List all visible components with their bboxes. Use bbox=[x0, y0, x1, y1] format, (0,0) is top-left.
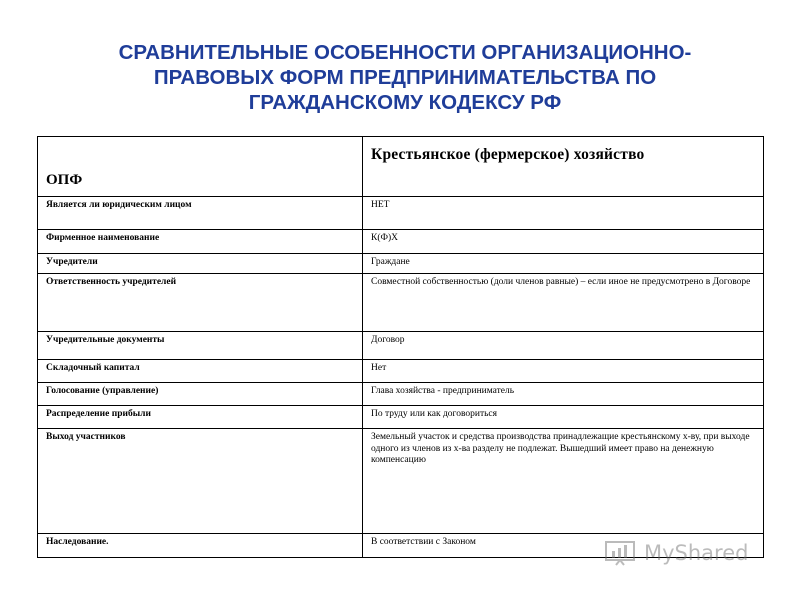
watermark-text: MyShared bbox=[644, 541, 749, 565]
row-label: Ответственность учредителей bbox=[38, 274, 363, 332]
row-label: Является ли юридическим лицом bbox=[38, 197, 363, 230]
row-value: Совместной собственностью (доли членов равные) – если иное не предусмотрено в Договоре bbox=[363, 274, 764, 332]
row-value: Граждане bbox=[363, 254, 764, 274]
comparison-table bbox=[37, 136, 764, 558]
row-value: Земельный участок и средства производства принадлежащие крестьянскому х-ву, при выходе одного из членов из х-ва разделу не подлежат. Вышедший имеет право на денежную компенсацию bbox=[363, 429, 764, 534]
row-value: Глава хозяйства - предприниматель bbox=[363, 383, 764, 406]
row-value: Нет bbox=[363, 360, 764, 383]
table-row bbox=[38, 230, 764, 254]
table-row bbox=[38, 383, 764, 406]
row-value: В соответствии с Законом bbox=[363, 534, 764, 558]
row-value: По труду или как договориться bbox=[363, 406, 764, 429]
table-row bbox=[38, 360, 764, 383]
presentation-chart-icon bbox=[604, 540, 640, 566]
table-row bbox=[38, 429, 764, 534]
table-row bbox=[38, 274, 764, 332]
row-label: Распределение прибыли bbox=[38, 406, 363, 429]
table-row bbox=[38, 406, 764, 429]
row-label: Учредительные документы bbox=[38, 332, 363, 360]
row-label: Складочный капитал bbox=[38, 360, 363, 383]
table-row bbox=[38, 197, 764, 230]
page-title bbox=[60, 40, 750, 115]
title-line-2: ПРАВОВЫХ ФОРМ ПРЕДПРИНИМАТЕЛЬСТВА ПО bbox=[153, 66, 657, 89]
row-value: Договор bbox=[363, 332, 764, 360]
title-line-3: ГРАЖДАНСКОМУ КОДЕКСУ РФ bbox=[248, 91, 562, 114]
row-value: НЕТ bbox=[363, 197, 764, 230]
table-row bbox=[38, 254, 764, 274]
row-value: К(Ф)Х bbox=[363, 230, 764, 254]
row-label: Учредители bbox=[38, 254, 363, 274]
row-label: Выход участников bbox=[38, 429, 363, 534]
row-label: Наследование. bbox=[38, 534, 363, 558]
header-cell-kfh: Крестьянское (фермерское) хозяйство bbox=[363, 137, 764, 197]
table-header-row bbox=[38, 137, 764, 197]
header-cell-opf: ОПФ bbox=[38, 137, 363, 197]
title-line-1: СРАВНИТЕЛЬНЫЕ ОСОБЕННОСТИ ОРГАНИЗАЦИОННО- bbox=[118, 41, 692, 64]
watermark bbox=[604, 538, 764, 568]
row-label: Голосование (управление) bbox=[38, 383, 363, 406]
table-row bbox=[38, 332, 764, 360]
row-label: Фирменное наименование bbox=[38, 230, 363, 254]
